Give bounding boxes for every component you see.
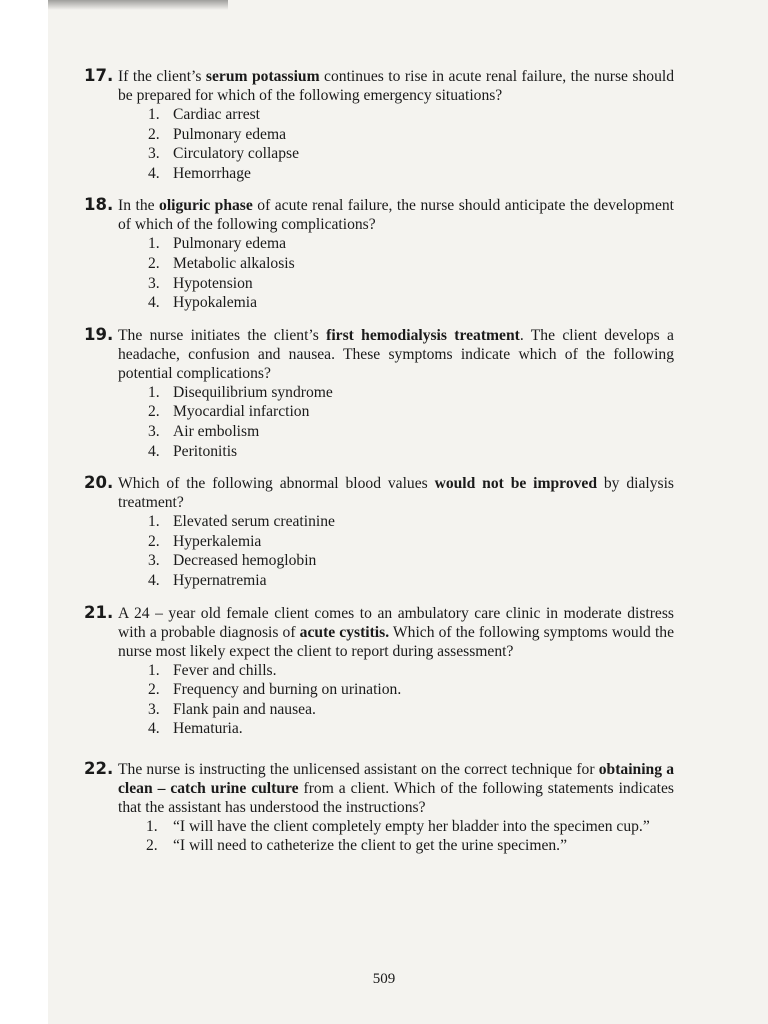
option (111, 817, 674, 837)
option (84, 700, 674, 720)
option-number: 4. (148, 571, 160, 589)
option (111, 836, 674, 856)
option (84, 442, 674, 462)
option-text: Cardiac arrest (173, 106, 261, 123)
option (84, 661, 674, 681)
question-keyword: serum potassium (205, 68, 320, 85)
page-number: 509 (372, 971, 396, 987)
option-text: Hypokalemia (173, 294, 258, 312)
option-list (84, 383, 674, 461)
option-list (84, 105, 674, 183)
question-list (84, 66, 674, 868)
option-number: 4. (148, 442, 160, 460)
option-list (84, 512, 674, 590)
option (84, 422, 674, 442)
question-number: 22. (84, 758, 114, 778)
option (84, 144, 674, 164)
option-text: Air embolism (173, 422, 260, 440)
option-text: Hyperkalemia (173, 532, 262, 550)
option-text: Myocardial infarction (173, 403, 310, 421)
question-text (84, 603, 674, 661)
question-text-part: A 24 – year old female client comes to an ambulatory care clinic in moderate distress with a probable diagnosis of (118, 604, 674, 641)
question-text-part: In the (118, 197, 160, 215)
question-21 (84, 603, 674, 739)
option-list (84, 661, 674, 739)
option-number: 2. (148, 681, 160, 699)
option (84, 680, 674, 700)
option-text: Elevated serum creatinine (173, 513, 335, 531)
question-text-part: continues to rise in acute renal failure, the nurse should be prepared for which of the following emergency situations? (118, 68, 674, 104)
question-keyword: first hemodialysis treatment (326, 326, 520, 344)
option-text: Hematuria. (173, 720, 243, 738)
question-text-part: . The client develops a headache, confusion and nausea. These symptoms indicate which of the following potential complications? (118, 326, 674, 382)
question-number: 20. (84, 473, 114, 493)
question-text-part: The nurse is instructing the unlicensed assistant on the correct technique for (118, 760, 599, 778)
option (84, 164, 674, 184)
option-number: 3. (148, 422, 160, 440)
option-text: Frequency and burning on urination. (173, 681, 402, 699)
option-text: Hypernatremia (173, 571, 267, 589)
option-number: 4. (148, 720, 160, 738)
option (84, 254, 674, 274)
question-text-part: Which of the following symptoms would the nurse most likely expect the client to report during assessment? (118, 623, 674, 660)
option (84, 402, 674, 422)
option-text: Hypotension (173, 274, 253, 292)
option-text: Pulmonary edema (173, 125, 287, 143)
option (84, 532, 674, 552)
question-text (84, 66, 674, 105)
question-17 (84, 66, 674, 183)
option-text: “I will need to catheterize the client to get the urine specimen.” (173, 837, 568, 855)
question-number: 18. (84, 195, 114, 215)
option-number: 3. (148, 145, 160, 163)
question-text-part: of acute renal failure, the nurse should anticipate the development of which of the following complications? (118, 197, 674, 234)
question-22 (84, 759, 674, 856)
question-text-part: Which of the following abnormal blood values (118, 475, 435, 493)
option-number: 2. (146, 837, 158, 855)
option-number: 1. (148, 661, 160, 679)
option-text: Hemorrhage (173, 164, 251, 182)
option (84, 571, 674, 591)
question-text-part: from a client. Which of the following statements indicates that the assistant has understood the instructions? (118, 779, 674, 816)
option-number: 1. (148, 235, 160, 253)
question-text-part: by dialysis treatment? (118, 475, 674, 512)
question-keyword: would not be improved (434, 475, 598, 493)
option (84, 234, 674, 254)
question-keyword: acute cystitis. (299, 623, 390, 641)
option-text: Flank pain and nausea. (173, 700, 316, 718)
option (84, 105, 674, 125)
option-text: Disequilibrium syndrome (173, 383, 333, 401)
option-number: 3. (148, 552, 160, 570)
question-text (84, 195, 674, 234)
question-text-part: If the client’s (118, 68, 206, 85)
option-number: 1. (148, 106, 160, 123)
question-text (84, 759, 674, 817)
option-number: 4. (148, 294, 160, 312)
page-edge (0, 0, 48, 1024)
option-text: Circulatory collapse (173, 145, 300, 163)
question-keyword: obtaining a clean – catch urine culture (118, 760, 674, 797)
option-text: Decreased hemoglobin (173, 552, 317, 570)
option-number: 1. (148, 513, 160, 531)
option-number: 2. (148, 254, 160, 272)
option-number: 3. (148, 274, 160, 292)
option-number: 3. (148, 700, 160, 718)
question-number: 19. (84, 324, 114, 344)
question-text (84, 473, 674, 512)
option-number: 1. (148, 383, 160, 401)
question-text (84, 325, 674, 383)
option-text: “I will have the client completely empty her bladder into the specimen cup.” (173, 817, 650, 835)
option (84, 383, 674, 403)
option (84, 512, 674, 532)
option-list (84, 817, 674, 856)
option (84, 719, 674, 739)
option (84, 551, 674, 571)
option-number: 2. (148, 532, 160, 550)
option (84, 293, 674, 313)
page-shadow (48, 0, 228, 10)
option-text: Peritonitis (173, 442, 238, 460)
option-text: Metabolic alkalosis (173, 254, 295, 272)
question-20 (84, 473, 674, 590)
option (84, 125, 674, 145)
question-keyword: oliguric phase (159, 197, 253, 215)
option-list (84, 234, 674, 312)
option-number: 2. (148, 403, 160, 421)
question-18 (84, 195, 674, 312)
question-number: 21. (84, 602, 114, 622)
option-number: 2. (148, 125, 160, 143)
option-number: 4. (148, 164, 160, 182)
option-text: Fever and chills. (173, 661, 277, 679)
option-number: 1. (146, 817, 158, 835)
question-text-part: The nurse initiates the client’s (118, 326, 327, 344)
question-number: 17. (84, 66, 114, 85)
option-text: Pulmonary edema (173, 235, 287, 253)
question-19 (84, 325, 674, 461)
option (84, 274, 674, 294)
